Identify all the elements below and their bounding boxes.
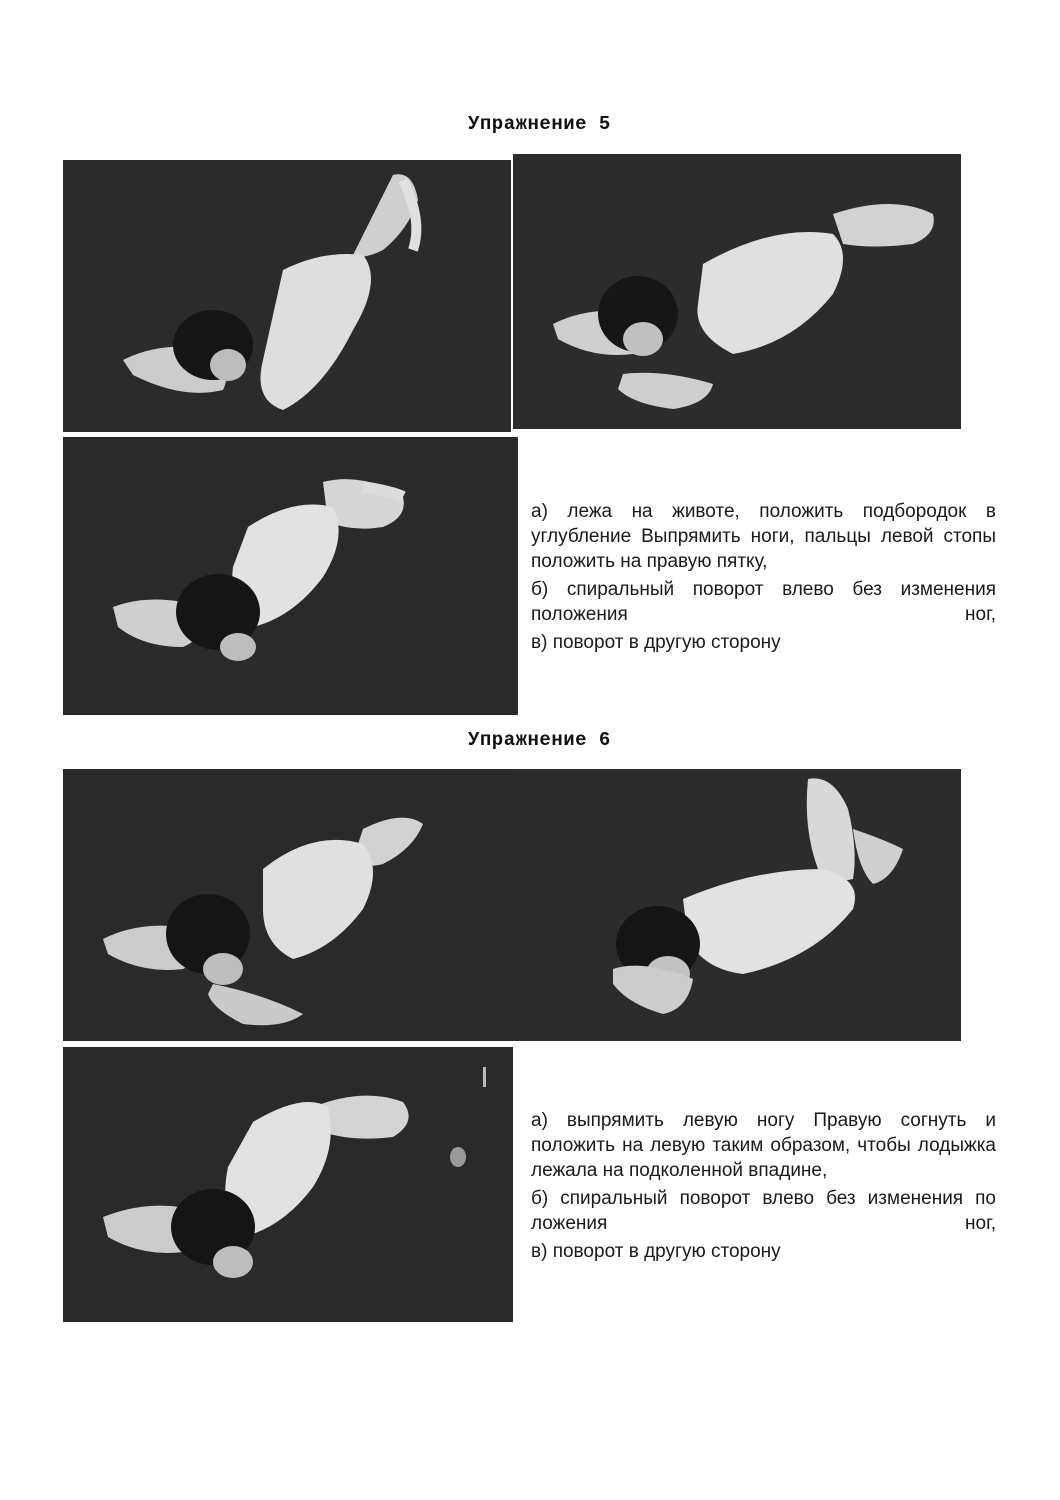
exercise-5-step-c: в) поворот в другую сторону [531, 632, 781, 653]
exercise-6-step-c: в) поворот в другую сторону [531, 1241, 781, 1262]
exercise-6-step-b: б) спиральный поворот влево без изменения по ложения ног, [531, 1188, 996, 1234]
exercise-5-description [531, 499, 996, 658]
exercise-5-step-a: а) лежа на животе, положить подбородок в углубление Выпрямить ноги, пальцы левой стопы положить на правую пятку, [531, 501, 996, 572]
figure-leg-bent-illustration [63, 769, 513, 1041]
figure-turn-other-side-illustration [63, 437, 518, 715]
exercise-5-photo-b [513, 154, 961, 429]
exercise-6-photo-c [63, 1047, 513, 1322]
figure-lying-prone-illustration [63, 160, 511, 432]
figure-spiral-turn-leg-bent-illustration [513, 769, 961, 1041]
figure-turn-other-side-leg-bent-illustration [63, 1047, 513, 1322]
figure-spiral-turn-left-illustration [513, 154, 961, 429]
exercise-6-title: Упражнение 6 [468, 729, 611, 751]
exercise-6-photo-a [63, 769, 513, 1041]
exercise-5-photo-a [63, 160, 511, 432]
exercise-5-title: Упражнение 5 [468, 113, 611, 135]
exercise-5-step-b: б) спиральный поворот влево без изменения положения ног, [531, 579, 996, 625]
exercise-6-photo-b [513, 769, 961, 1041]
exercise-6-step-a: а) выпрямить левую ногу Правую согнуть и положить на левую таким образом, чтобы лодыжка лежала на подколенной впадине, [531, 1110, 996, 1181]
exercise-6-description [531, 1108, 996, 1267]
exercise-5-photo-c [63, 437, 518, 715]
